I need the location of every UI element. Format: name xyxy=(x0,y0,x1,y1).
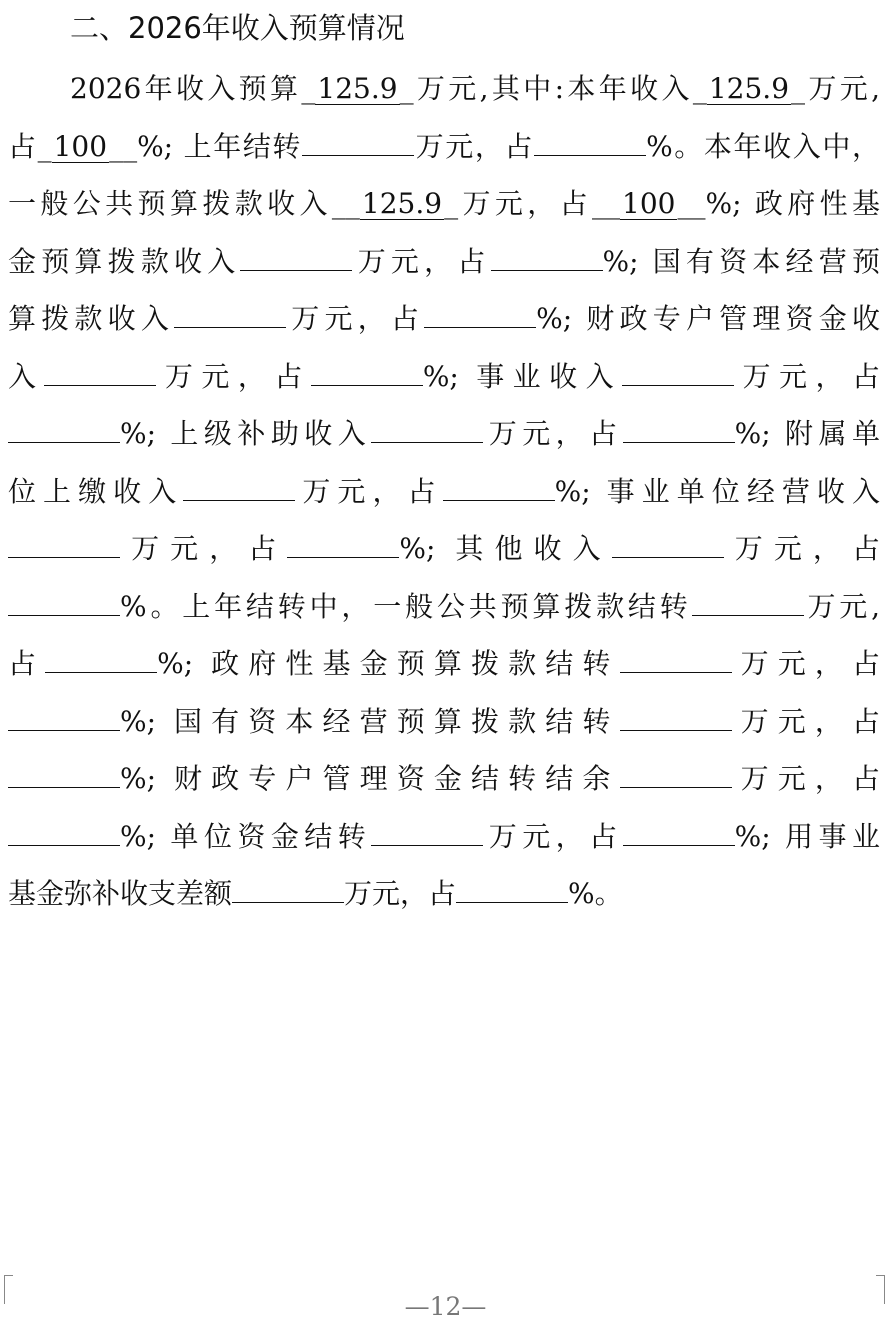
text-run: %; 附属单 xyxy=(734,417,880,450)
blank-field xyxy=(183,470,295,501)
text-run: %; 财政专户管理资金结转结余 xyxy=(120,762,620,795)
filled-value: 100 xyxy=(53,129,108,163)
text-run: %; 财政专户管理资金收 xyxy=(536,302,880,335)
blank-field xyxy=(620,642,732,673)
text-run: 万元，占 xyxy=(344,877,457,910)
text-run: _万元，占__ xyxy=(444,187,621,220)
page-number: —12— xyxy=(404,1292,487,1321)
paragraph-line xyxy=(8,635,880,693)
paragraph-line xyxy=(8,578,880,636)
text-run: %; 其他收入 xyxy=(399,532,612,565)
paragraph-line xyxy=(8,118,880,176)
text-run: 万元，占 xyxy=(734,359,880,393)
body-paragraph xyxy=(8,60,880,923)
text-run: 万元，占 xyxy=(723,532,880,565)
paragraph-line xyxy=(8,520,880,578)
blank-field xyxy=(174,297,286,328)
paragraph-line xyxy=(8,808,880,866)
blank-field xyxy=(612,527,724,558)
text-run: %; 事业收入 xyxy=(422,359,623,393)
text-run: %; 事业单位经营收入 xyxy=(554,474,880,508)
blank-field xyxy=(534,125,646,156)
text-run: 金预算拨款收入 xyxy=(8,244,241,278)
blank-field xyxy=(45,642,157,673)
text-run: __%; 政府性基 xyxy=(677,187,880,220)
blank-field xyxy=(8,700,120,731)
text-run: 万元，占 xyxy=(731,704,880,738)
blank-field xyxy=(371,412,483,443)
text-run: 一般公共预算拨款收入__ xyxy=(8,187,360,220)
paragraph-line xyxy=(8,175,880,233)
blank-field xyxy=(311,355,423,386)
text-run: 基金弥补收支差额 xyxy=(8,877,233,910)
paragraph-line xyxy=(8,750,880,808)
paragraph-line xyxy=(8,290,880,348)
blank-field xyxy=(623,412,735,443)
blank-field xyxy=(371,815,483,846)
text-run: 万元，占 xyxy=(286,302,425,335)
paragraph-line xyxy=(8,693,880,751)
text-run: __%; 上年结转 xyxy=(109,129,303,163)
text-run: %; 政府性基金预算拨款结转 xyxy=(157,647,620,680)
text-run: 万元，占 xyxy=(156,359,311,393)
text-run: 万元，占 xyxy=(483,819,623,853)
filled-value: 125.9 xyxy=(708,72,790,105)
blank-field xyxy=(620,757,732,788)
filled-value: 125.9 xyxy=(361,187,443,220)
text-run: %; 单位资金结转 xyxy=(120,819,372,853)
blank-field xyxy=(240,240,352,271)
text-run: 万元，占 xyxy=(731,762,880,795)
paragraph-line xyxy=(8,865,880,923)
paragraph-line xyxy=(8,233,880,291)
text-run: 万元，占 xyxy=(120,532,288,565)
blank-field xyxy=(620,700,732,731)
text-run: 位上缴收入 xyxy=(8,474,184,508)
text-run: 占 xyxy=(8,647,46,680)
blank-field xyxy=(8,527,120,558)
blank-field xyxy=(8,815,120,846)
blank-field xyxy=(8,757,120,788)
text-run: %。本年收入中， xyxy=(646,129,880,163)
blank-field xyxy=(8,585,120,616)
blank-field xyxy=(302,125,414,156)
blank-field xyxy=(443,470,555,501)
text-run: 算拨款收入 xyxy=(8,302,175,335)
paragraph-line xyxy=(8,348,880,406)
text-run: %; 用事业 xyxy=(734,819,880,853)
text-run: %; 上级补助收入 xyxy=(120,417,372,450)
text-run: 万元，占 xyxy=(414,129,535,163)
filled-value: 125.9 xyxy=(317,72,398,105)
text-run: 万元，占 xyxy=(295,474,443,508)
blank-field xyxy=(456,872,568,903)
blank-field xyxy=(491,240,603,271)
text-run: 入 xyxy=(8,359,45,393)
paragraph-line xyxy=(8,463,880,521)
section-heading: 二、2026年收入预算情况 xyxy=(70,11,405,45)
text-run: 万元，占 xyxy=(731,647,880,680)
blank-field xyxy=(622,355,734,386)
text-run: _万元, xyxy=(791,72,880,105)
text-run: %。上年结转中，一般公共预算拨款结转 xyxy=(120,589,692,623)
filled-value: 100 xyxy=(622,187,676,220)
text-run: 2026年收入预算_ xyxy=(70,72,316,105)
text-run: %; 国有资本经营预 xyxy=(602,244,880,278)
text-run: _万元,其中:本年收入_ xyxy=(399,72,707,105)
blank-field xyxy=(424,297,536,328)
paragraph-line xyxy=(8,405,880,463)
blank-field xyxy=(287,527,399,558)
blank-field xyxy=(692,585,804,616)
blank-field xyxy=(623,815,735,846)
paragraph-line xyxy=(8,60,880,118)
text-run: 占_ xyxy=(8,129,52,163)
blank-field xyxy=(44,355,156,386)
text-run: %。 xyxy=(568,877,623,910)
blank-field xyxy=(232,872,344,903)
text-run: %; 国有资本经营预算拨款结转 xyxy=(120,704,620,738)
blank-field xyxy=(8,412,120,443)
text-run: 万元，占 xyxy=(483,417,623,450)
text-run: 万元，占 xyxy=(352,244,491,278)
text-run: 万元, xyxy=(803,589,881,623)
